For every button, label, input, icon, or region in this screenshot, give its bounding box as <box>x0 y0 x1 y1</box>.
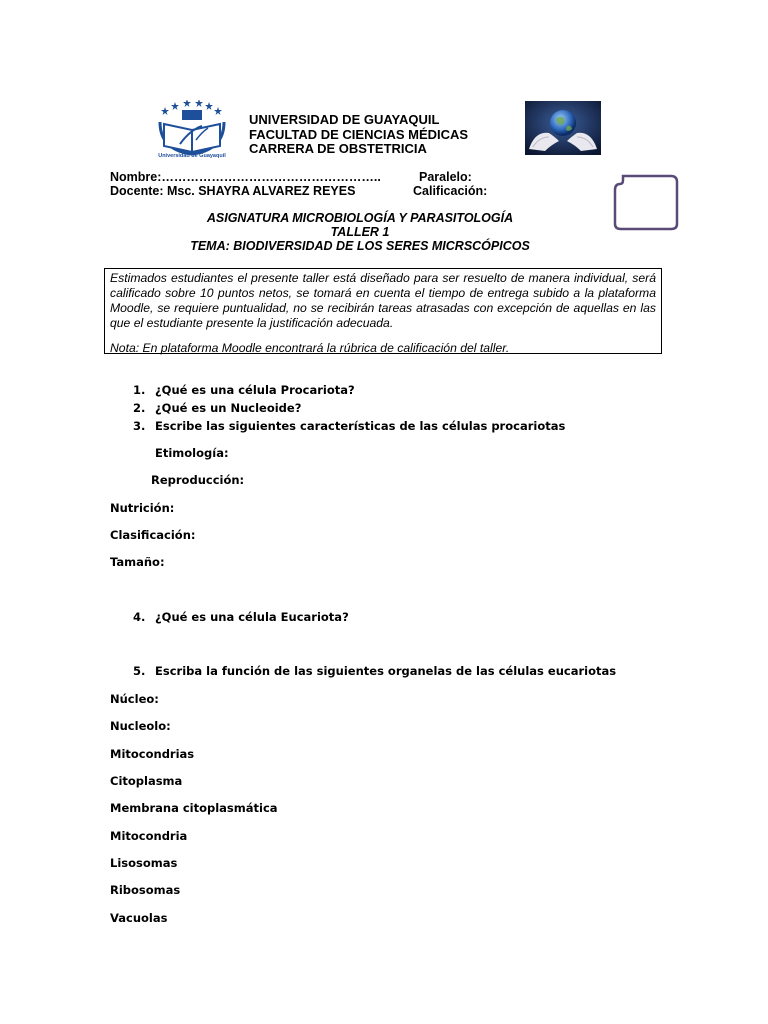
question-5 <box>133 664 616 678</box>
q5-item-citoplasma: Citoplasma <box>110 774 183 788</box>
q5-item-mitocondria: Mitocondria <box>110 829 188 843</box>
name-field-label: Nombre:…………………………………………….. <box>110 170 381 184</box>
q5-item-nucleo: Núcleo: <box>110 692 159 706</box>
question-2 <box>133 401 301 415</box>
logo-caption: Universidad de Guayaquil <box>158 153 226 159</box>
question-3 <box>133 419 565 433</box>
topic-title: TEMA: BIODIVERSIDAD DE LOS SERES MICRSCÓPICOS <box>190 239 530 253</box>
q5-item-vacuolas: Vacuolas <box>110 911 168 925</box>
parallel-field-label: Paralelo: <box>419 170 472 184</box>
instructions-paragraph: Estimados estudiantes el presente taller está diseñado para ser resuelto de manera individual, será calificado sobre 10 puntos netos, se tomará en cuenta el tiempo de entrega subido a la plataforma Moodle, se requiere puntualidad, no se recibirán tareas atrasadas con excepción de aquellas en las que el estudiante presente la justificación adecuada. <box>110 271 656 330</box>
question-number: 2. <box>133 401 146 415</box>
question-text: ¿Qué es un Nucleoide? <box>155 401 302 415</box>
q5-item-nucleolo: Nucleolo: <box>110 719 171 733</box>
university-logo <box>150 100 234 164</box>
question-text: ¿Qué es una célula Eucariota? <box>155 610 349 624</box>
q3-item-clasificacion: Clasificación: <box>110 528 196 542</box>
question-text: Escribe las siguientes características de las células procariotas <box>155 419 566 433</box>
faculty-name: FACULTAD DE CIENCIAS MÉDICAS <box>249 126 469 142</box>
career-name: CARRERA DE OBSTETRICIA <box>249 141 427 156</box>
q3-item-reproduccion: Reproducción: <box>151 473 245 487</box>
question-text: ¿Qué es una célula Procariota? <box>155 383 355 397</box>
question-number: 5. <box>133 664 146 678</box>
question-1 <box>133 383 355 397</box>
q5-item-mitocondrias: Mitocondrias <box>110 747 195 761</box>
q3-item-tamano: Tamaño: <box>110 555 165 569</box>
grade-label: Calificación: <box>413 184 488 198</box>
question-number: 3. <box>133 419 146 433</box>
q3-item-etimologia: Etimología: <box>155 446 229 460</box>
hands-holding-globe-image <box>525 101 601 155</box>
question-number: 1. <box>133 383 146 397</box>
q3-item-nutricion: Nutrición: <box>110 501 175 515</box>
question-text: Escriba la función de las siguientes organelas de las células eucariotas <box>155 664 617 678</box>
grade-box-shape <box>611 172 681 232</box>
university-name: UNIVERSIDAD DE GUAYAQUIL <box>249 112 440 127</box>
question-4 <box>133 610 349 624</box>
q5-item-lisosomas: Lisosomas <box>110 856 178 870</box>
instructions-note: Nota: En plataforma Moodle encontrará la rúbrica de calificación del taller. <box>110 341 510 355</box>
question-number: 4. <box>133 610 146 624</box>
teacher-label: Docente: Msc. SHAYRA ALVAREZ REYES <box>110 184 356 198</box>
q5-item-ribosomas: Ribosomas <box>110 883 181 897</box>
workshop-title: TALLER 1 <box>330 225 390 239</box>
q5-item-membrana: Membrana citoplasmática <box>110 801 278 815</box>
subject-title: ASIGNATURA MICROBIOLOGÍA Y PARASITOLOGÍA <box>206 211 514 225</box>
instructions-box <box>104 268 662 354</box>
university-header <box>249 113 468 157</box>
